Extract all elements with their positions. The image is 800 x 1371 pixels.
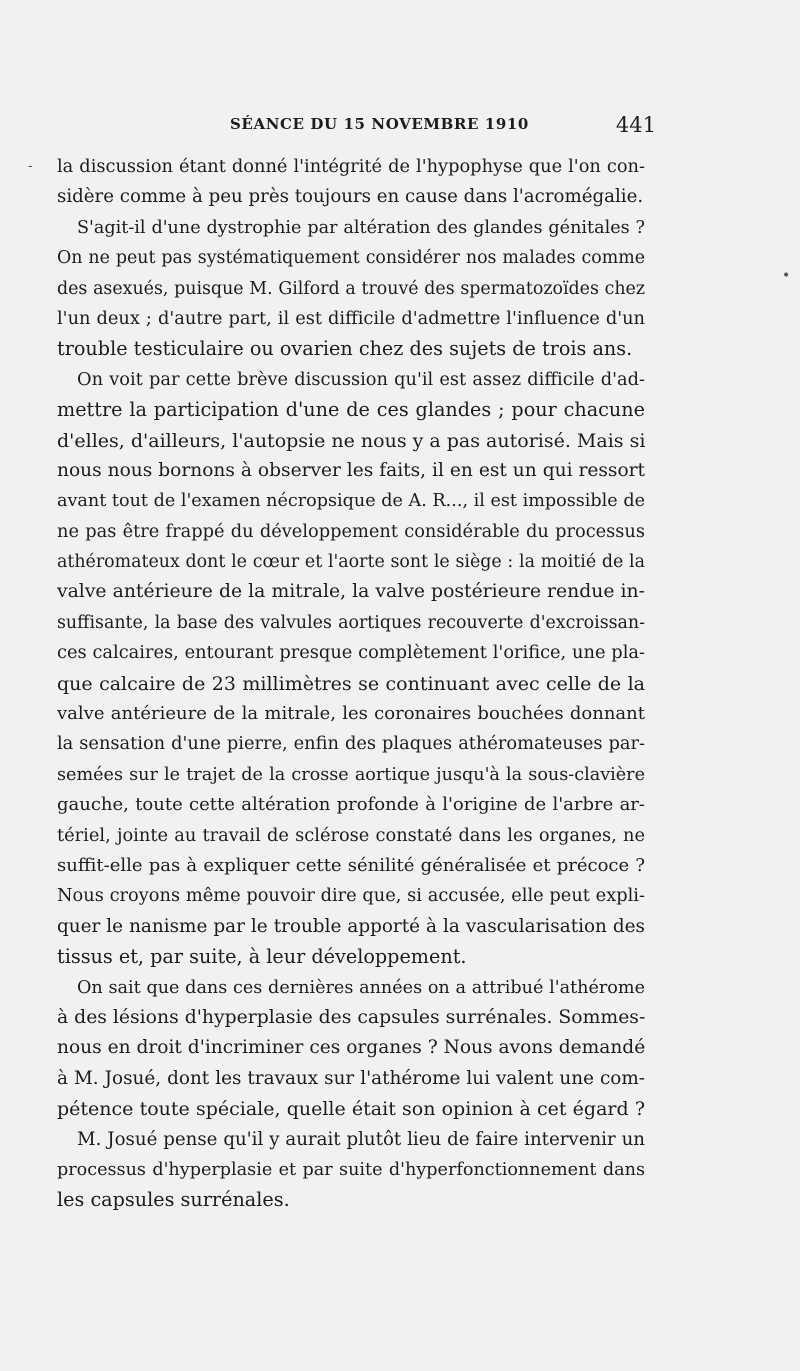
text-line: nous nous bornons à observer les faits, il en est un qui ressort: [57, 459, 645, 481]
text-line: suffit-elle pas à expliquer cette sénilité généralisée et précoce ?: [57, 854, 645, 876]
text-line: quer le nanisme par le trouble apporté à la vascularisation des: [57, 915, 645, 937]
text-line: suffisante, la base des valvules aortiques recouverte d'excroissan-: [57, 612, 645, 633]
text-line: semées sur le trajet de la crosse aortique jusqu'à la sous-clavière: [57, 764, 645, 785]
text-line: l'un deux ; d'autre part, il est difficile d'admettre l'influence d'un: [57, 307, 645, 329]
text-line: gauche, toute cette altération profonde à l'origine de l'arbre ar-: [57, 794, 645, 816]
text-line: valve antérieure de la mitrale, les coronaires bouchées donnant: [57, 703, 645, 725]
text-line: On ne peut pas systématiquement considérer nos malades comme: [57, 248, 645, 269]
text-line: à M. Josué, dont les travaux sur l'athérome lui valent une com-: [57, 1067, 645, 1089]
text-line: processus d'hyperplasie et par suite d'hyperfonctionnement dans: [57, 1159, 645, 1180]
running-head: SÉANCE DU 15 NOVEMBRE 1910: [230, 115, 529, 133]
text-line: S'agit-il d'une dystrophie par altération des glandes génitales ?: [77, 217, 645, 238]
text-line: On voit par cette brève discussion qu'il est assez difficile d'ad-: [77, 368, 645, 390]
text-line: pétence toute spéciale, quelle était son opinion à cet égard ?: [57, 1098, 645, 1121]
margin-mark: -: [28, 158, 33, 174]
text-line: sidère comme à peu près toujours en cause dans l'acromégalie.: [57, 186, 644, 208]
text-line: athéromateux dont le cœur et l'aorte sont le siège : la moitié de la: [57, 552, 645, 573]
text-line: la discussion étant donné l'intégrité de l'hypophyse que l'on con-: [57, 156, 645, 177]
text-line: M. Josué pense qu'il y aurait plutôt lieu de faire intervenir un: [77, 1128, 645, 1150]
page-number: 441: [615, 113, 656, 137]
text-line: les capsules surrénales.: [57, 1188, 290, 1212]
text-line: la sensation d'une pierre, enfin des plaques athéromateuses par-: [57, 733, 645, 755]
text-line: ces calcaires, entourant presque complètement l'orifice, une pla-: [57, 642, 645, 664]
text-line: que calcaire de 23 millimètres se continuant avec celle de la: [57, 672, 645, 695]
margin-mark: •: [782, 268, 791, 284]
text-line: avant tout de l'examen nécropsique de A. R..., il est impossible de: [57, 491, 645, 512]
text-line: trouble testiculaire ou ovarien chez des sujets de trois ans.: [57, 337, 633, 361]
text-line: nous en droit d'incriminer ces organes ? Nous avons demandé: [57, 1037, 645, 1059]
text-line: tissus et, par suite, à leur développement.: [57, 945, 467, 969]
page-header: [60, 113, 660, 143]
text-line: valve antérieure de la mitrale, la valve postérieure rendue in-: [57, 581, 645, 603]
text-line: On sait que dans ces dernières années on a attribué l'athérome: [77, 977, 645, 998]
text-line: mettre la participation d'une de ces glandes ; pour chacune: [57, 398, 645, 422]
text-line: à des lésions d'hyperplasie des capsules surrénales. Sommes-: [57, 1006, 645, 1028]
text-line: des asexués, puisque M. Gilford a trouvé des spermatozoïdes chez: [57, 278, 645, 299]
body-text: [57, 152, 645, 1216]
text-line: ne pas être frappé du développement considérable du processus: [57, 520, 645, 542]
text-line: tériel, jointe au travail de sclérose constaté dans les organes, ne: [57, 824, 645, 846]
text-line: d'elles, d'ailleurs, l'autopsie ne nous y a pas autorisé. Mais si: [57, 429, 645, 452]
text-line: Nous croyons même pouvoir dire que, si accusée, elle peut expli-: [57, 885, 645, 907]
